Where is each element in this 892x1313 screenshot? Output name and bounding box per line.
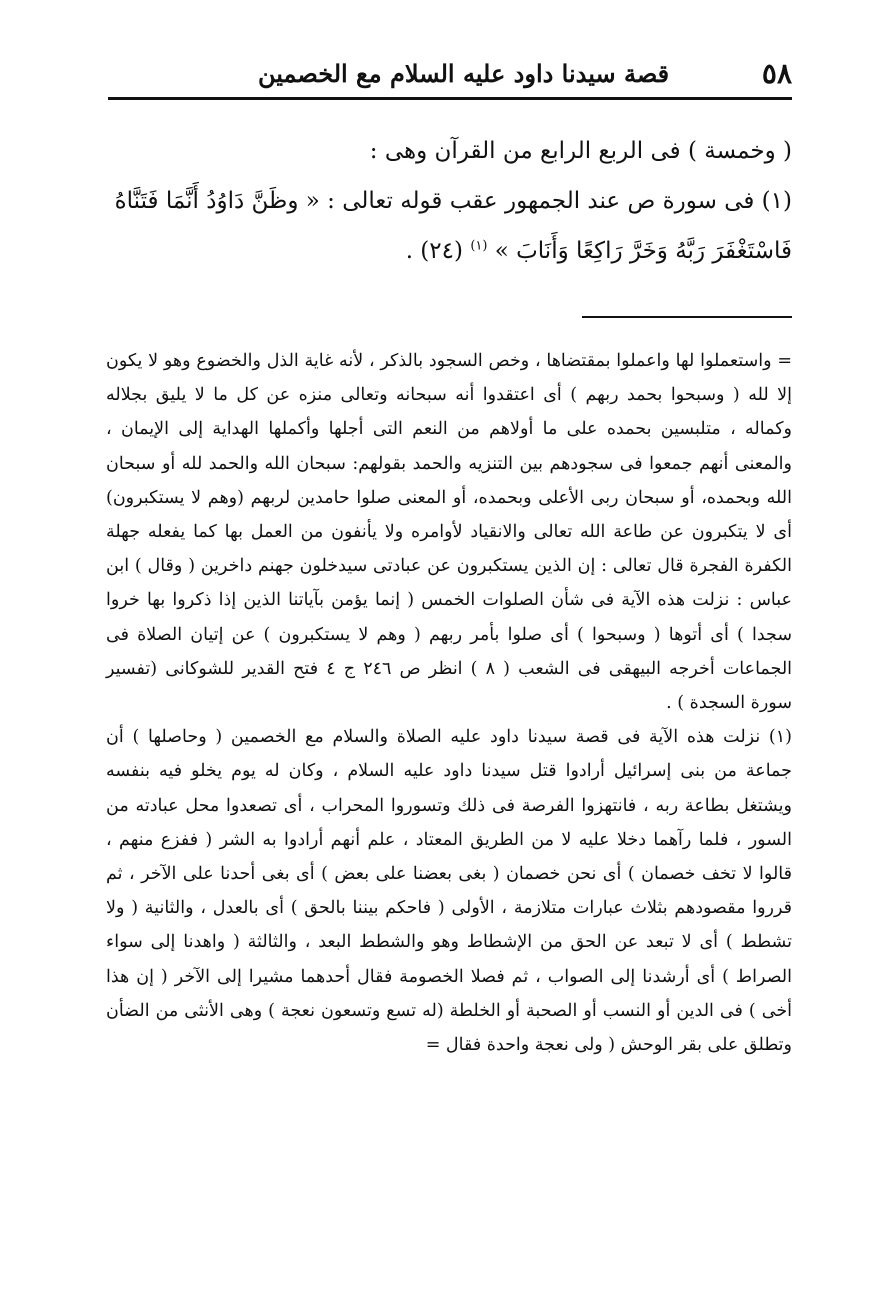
verse-line-2 <box>108 226 792 276</box>
intro-line: ( وخمسة ) فى الربع الرابع من القرآن وهى : <box>369 138 792 164</box>
footnote-1: (١) نزلت هذه الآية فى قصة سيدنا داود عليه الصلاة والسلام مع الخصمين ( وحاصلها ) أن جماعة من بنى إسرائيل أرادوا قتل سيدنا داود عليه السلام ، وكان له يوم يخلو فيه بنفسه ويشتغل بطاعة ربه ، فانتهزوا الفرصة فى ذلك وتسوروا المحراب ، أى تصعدوا محل عبادته من السور ، فلما رآهما دخلا عليه لا من الطريق المعتاد ، علم أنهم أرادوا به الشر ( ففزع منهم ، قالوا لا تخف خصمان ) أى نحن خصمان ( بغى بعضنا على بعض ) أى بغى أحدنا على الآخر ، ثم قرروا مقصودهم بثلاث عبارات متلازمة ، الأولى ( فاحكم بيننا بالحق ) أى بالعدل ، والثانية ( ولا تشطط ) أى لا تبعد عن الحق من الإشطاط وهو والشطط البعد ، والثالثة ( واهدنا إلى سواء الصراط ) أى أرشدنا إلى الصواب ، ثم فصلا الخصومة فقال أحدهما مشيرا إلى الآخر ( إن هذا أخى ) فى الدين أو النسب أو الصحبة أو الخلطة (له تسع وتسعون نعجة ) وهى الأنثى من الضأن وتطلق على بقر الوحش ( ولى نعجة واحدة فقال = <box>106 727 792 1056</box>
page-header <box>108 50 792 94</box>
page-number: ٥٨ <box>761 57 792 90</box>
footnotes <box>106 344 792 1062</box>
verse-text: فَاسْتَغْفَرَ رَبَّهُ وَخَرَّ رَاكِعًا وَأَنَابَ » <box>494 238 792 264</box>
running-title: قصة سيدنا داود عليه السلام مع الخصمين <box>258 59 670 88</box>
verse-number: (٢٤) . <box>405 238 463 264</box>
verse-ref-marker: (١) <box>470 238 488 254</box>
footnote-rule <box>582 316 792 318</box>
footnote-continuation: = واستعملوا لها واعملوا بمقتضاها ، وخص السجود بالذكر ، لأنه غاية الذل والخضوع وهو لا يكون إلا لله ( وسبحوا بحمد ربهم ) أى اعتقدوا أنه سبحانه وتعالى منزه عن كل ما لا يليق بجلاله وكماله ، متلبسين بحمده على ما أولاهم من النعم التى أجلها وأكملها الهداية إلى الإيمان ، والمعنى أنهم جمعوا فى سجودهم بين التنزيه والحمد بقولهم: سبحان الله والحمد لله أو سبحان الله وبحمده، أو سبحان ربى الأعلى وبحمده، أو المعنى صلوا حامدين لربهم (وهم لا يستكبرون) أى لا يتكبرون عن طاعة الله تعالى والانقياد لأوامره ولا يأنفون من العمل بها كما يفعله جهلة الكفرة الفجرة قال تعالى : إن الذين يستكبرون عن عبادتى سيدخلون جهنم داخرين ( وقال ) ابن عباس : نزلت هذه الآية فى شأن الصلوات الخمس ( إنما يؤمن بآياتنا الذين إذا ذكروا بها خروا سجدا ) أى أتوها ( وسبحوا ) أى صلوا بأمر ربهم ( وهم لا يستكبرون ) عن إتيان الصلاة فى الجماعات أخرجه البيهقى فى الشعب ( ٨ ) انظر ص ٢٤٦ ج ٤ فتح القدير للشوكانى (تفسير سورة السجدة ) . <box>106 351 793 714</box>
verse-line-1: (١) فى سورة ص عند الجمهور عقب قوله تعالى : « وظَنَّ دَاوُدُ أَنَّمَا فَتَنَّاهُ <box>114 188 792 214</box>
main-text <box>108 126 792 276</box>
header-rule <box>108 97 792 100</box>
